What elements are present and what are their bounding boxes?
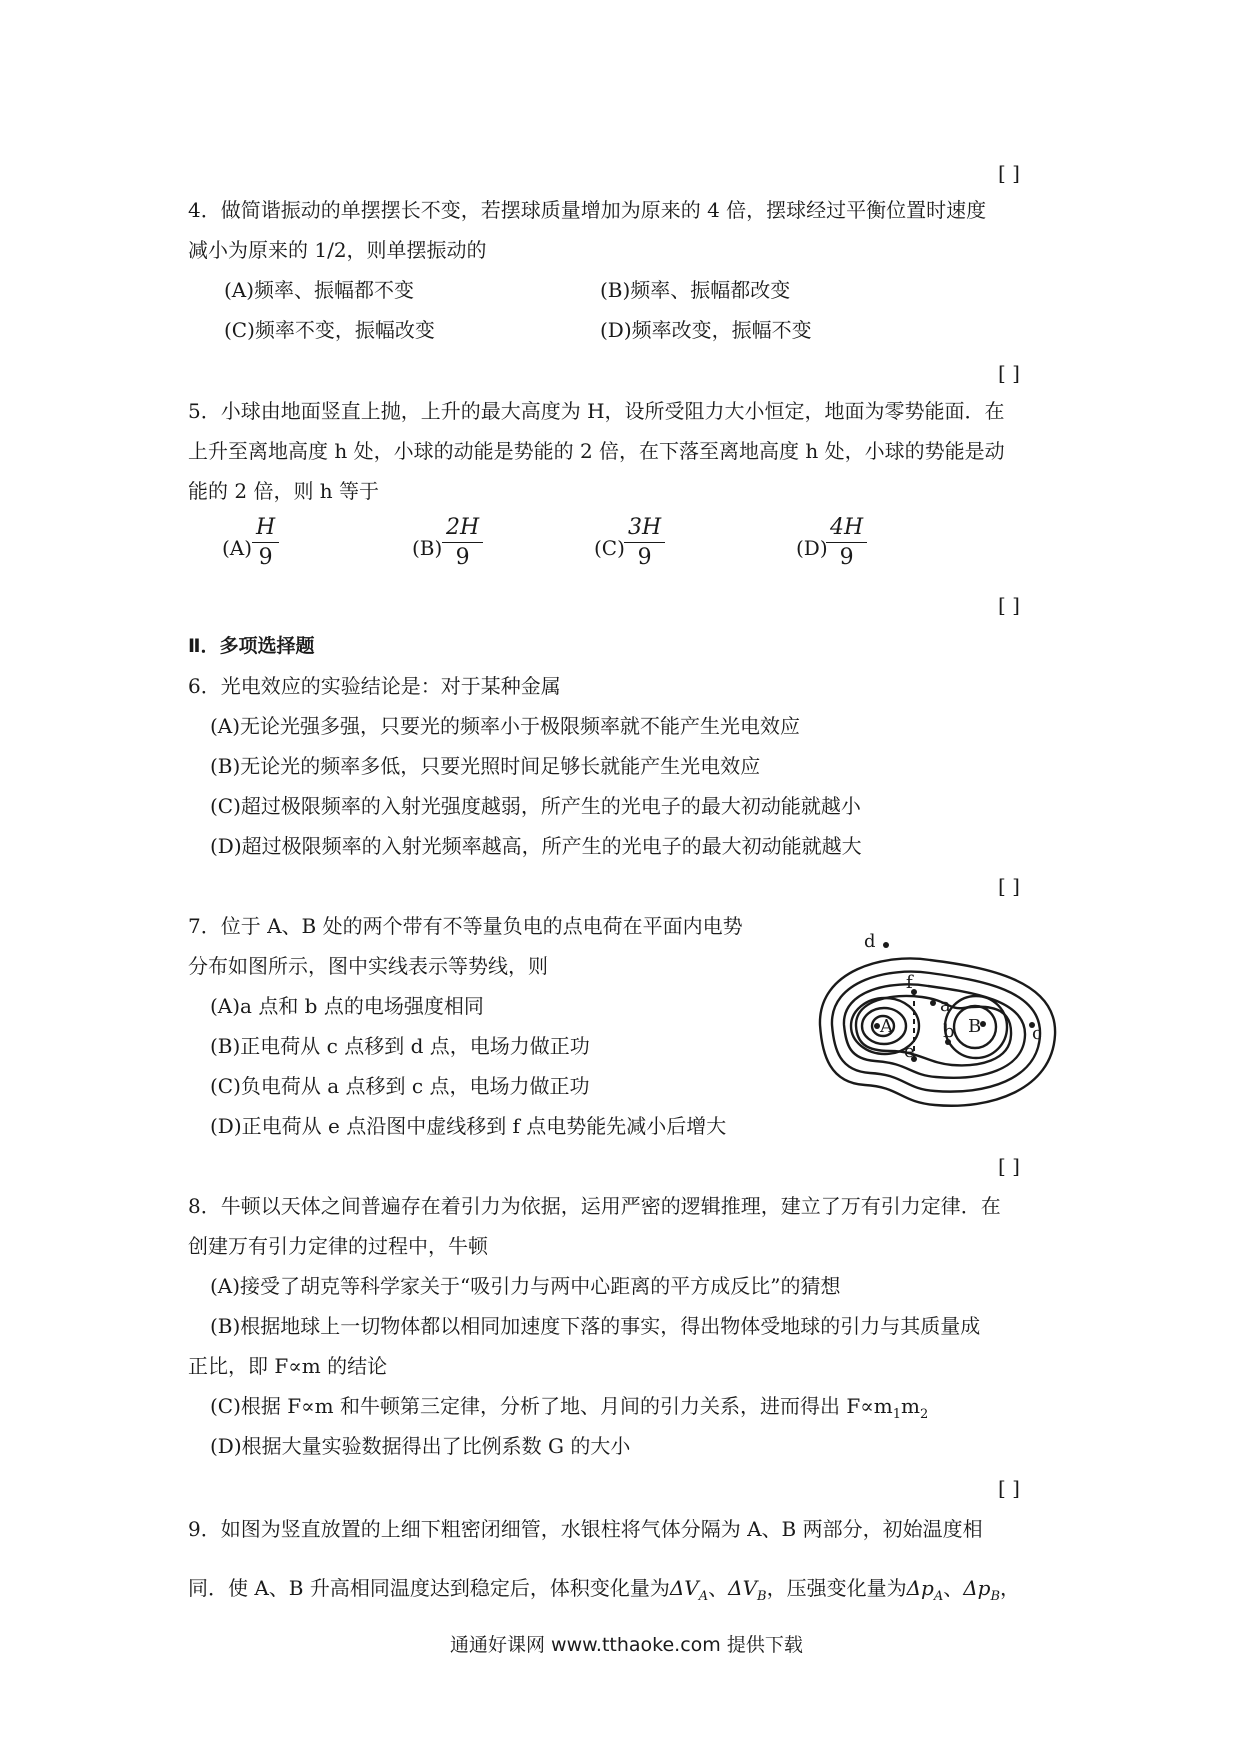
- delta-p-b: Δp: [963, 1576, 991, 1600]
- q6-option-a: (A)无论光强多强，只要光的频率小于极限频率就不能产生光电效应: [210, 714, 801, 738]
- q7-option-b: (B)正电荷从 c 点移到 d 点，电场力做正功: [210, 1034, 590, 1058]
- q6-option-b: (B)无论光的频率多低，只要光照时间足够长就能产生光电效应: [210, 754, 761, 778]
- equipotential-line: [844, 984, 1025, 1077]
- q8-option-a: (A)接受了胡克等科学家关于“吸引力与两中心距离的平方成反比”的猜想: [210, 1274, 841, 1298]
- q8-option-b-line2: 正比，即 F∝m 的结论: [188, 1354, 388, 1378]
- q8-option-c: [210, 1396, 928, 1421]
- label-a: a: [940, 995, 951, 1016]
- answer-bracket-q7[interactable]: [ ]: [998, 1154, 1020, 1178]
- q6-line1: 6．光电效应的实验结论是：对于某种金属: [188, 674, 561, 698]
- fraction-numerator: 3H: [624, 517, 665, 543]
- delta-v-a: ΔV: [669, 1576, 699, 1600]
- q5-option-a-fraction: [252, 517, 279, 569]
- separator: 、: [708, 1576, 729, 1600]
- q4-line2: 减小为原来的 1/2，则单摆振动的: [188, 238, 487, 262]
- label-B: B: [968, 1016, 982, 1037]
- q5-option-b-label: (B): [412, 536, 443, 560]
- subscript: B: [990, 1589, 1001, 1604]
- page-footer: 通通好课网 www.tthaoke.com 提供下载: [450, 1634, 803, 1656]
- label-e: e: [904, 1041, 915, 1062]
- q8-option-c-text: (C)根据 F∝m 和牛顿第三定律，分析了地、月间的引力关系，进而得出 F∝m: [210, 1394, 893, 1418]
- label-b: b: [943, 1021, 955, 1042]
- delta-p-a: Δp: [906, 1576, 934, 1600]
- q9-line2-mid: ，压强变化量为: [766, 1576, 907, 1600]
- q6-option-c: (C)超过极限频率的入射光强度越弱，所产生的光电子的最大初动能就越小: [210, 794, 861, 818]
- answer-bracket-q4[interactable]: [ ]: [998, 361, 1020, 385]
- answer-bracket-q3[interactable]: [ ]: [998, 161, 1020, 185]
- q5-option-b-fraction: [442, 517, 483, 569]
- q7-option-c: (C)负电荷从 a 点移到 c 点，电场力做正功: [210, 1074, 590, 1098]
- q7-line2: 分布如图所示，图中实线表示等势线，则: [188, 954, 548, 978]
- q5-option-c-label: (C): [594, 536, 625, 560]
- q5-line3: 能的 2 倍，则 h 等于: [188, 479, 380, 503]
- q5-line1: 5．小球由地面竖直上抛，上升的最大高度为 H，设所受阻力大小恒定，地面为零势能面．在: [188, 399, 1005, 423]
- q7-option-a: (A)a 点和 b 点的电场强度相同: [210, 994, 484, 1018]
- q9-line2-end: ，: [1000, 1576, 1021, 1600]
- answer-bracket-q6[interactable]: [ ]: [998, 874, 1020, 898]
- label-f: f: [906, 972, 913, 993]
- q6-option-d: (D)超过极限频率的入射光频率越高，所产生的光电子的最大初动能就越大: [210, 834, 862, 858]
- q9-line2-text: 同．使 A、B 升高相同温度达到稳定后，体积变化量为: [188, 1576, 670, 1600]
- label-A: A: [880, 1016, 893, 1037]
- subscript: B: [757, 1589, 767, 1604]
- q4-option-d: (D)频率改变，振幅不变: [600, 318, 812, 342]
- point-d: [883, 942, 889, 948]
- delta-v-b: ΔV: [728, 1576, 758, 1600]
- label-d: d: [864, 931, 876, 952]
- equipotential-diagram: [800, 925, 1070, 1125]
- label-c: c: [1032, 1023, 1043, 1044]
- q8-line2: 创建万有引力定律的过程中，牛顿: [188, 1234, 488, 1258]
- equipotential-line: [820, 959, 1055, 1106]
- q9-line2: [188, 1578, 1020, 1603]
- answer-bracket-q5[interactable]: [ ]: [998, 593, 1020, 617]
- subscript: 1: [892, 1407, 902, 1422]
- q5-option-c-fraction: [624, 517, 665, 569]
- fraction-denominator: 9: [455, 545, 470, 570]
- q8-line1: 8．牛顿以天体之间普遍存在着引力为依据，运用严密的逻辑推理，建立了万有引力定律．在: [188, 1194, 1001, 1218]
- q5-option-d-label: (D): [796, 536, 828, 560]
- subscript: A: [933, 1589, 944, 1604]
- q8-option-d: (D)根据大量实验数据得出了比例系数 G 的大小: [210, 1434, 631, 1458]
- q7-option-d: (D)正电荷从 e 点沿图中虚线移到 f 点电势能先减小后增大: [210, 1114, 727, 1138]
- q4-option-c: (C)频率不变，振幅改变: [224, 318, 435, 342]
- q5-option-a-label: (A): [222, 536, 253, 560]
- fraction-numerator: 4H: [826, 517, 867, 543]
- q5-line2: 上升至离地高度 h 处，小球的动能是势能的 2 倍，在下落至离地高度 h 处，小球的势能是动: [188, 439, 1005, 463]
- q5-option-d-fraction: [826, 517, 867, 569]
- q7-line1: 7．位于 A、B 处的两个带有不等量负电的点电荷在平面内电势: [188, 914, 743, 938]
- fraction-denominator: 9: [637, 545, 652, 570]
- fraction-numerator: 2H: [442, 517, 483, 543]
- q4-option-b: (B)频率、振幅都改变: [600, 278, 791, 302]
- fraction-denominator: 9: [258, 545, 273, 570]
- point-a: [930, 1000, 936, 1006]
- separator: 、: [943, 1576, 964, 1600]
- q4-option-a: (A)频率、振幅都不变: [224, 278, 415, 302]
- q8-option-b-line1: (B)根据地球上一切物体都以相同加速度下落的事实，得出物体受地球的引力与其质量成: [210, 1314, 981, 1338]
- q8-option-c-m2: m: [901, 1394, 920, 1418]
- subscript: 2: [919, 1407, 929, 1422]
- section-title: Ⅱ．多项选择题: [188, 635, 315, 657]
- answer-bracket-q8[interactable]: [ ]: [998, 1476, 1020, 1500]
- q4-line1: 4．做简谐振动的单摆摆长不变，若摆球质量增加为原来的 4 倍，摆球经过平衡位置时速度: [188, 198, 987, 222]
- subscript: A: [698, 1589, 709, 1604]
- fraction-denominator: 9: [839, 545, 854, 570]
- q9-line1: 9．如图为竖直放置的上细下粗密闭细管，水银柱将气体分隔为 A、B 两部分，初始温度相: [188, 1517, 983, 1541]
- fraction-numerator: H: [252, 517, 279, 543]
